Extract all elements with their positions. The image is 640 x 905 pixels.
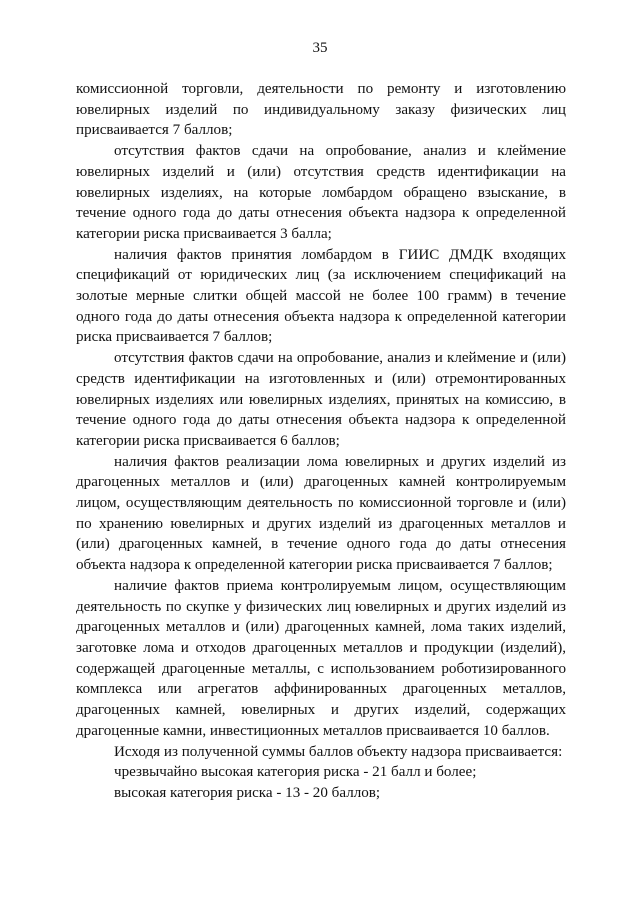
paragraph-robotic-complex: наличие фактов приема контролируемым лицом, осуществляющим деятельность по скупке у физических лиц ювелирных и других изделий из драгоценных металлов и (или) драгоценных камней, лома таких изделий, заготовке лома и отходов драгоценных металлов и продукции (изделий), содержащей драгоценные металлы, с использованием роботизированного комплекса или агрегатов аффинированных драгоценных металлов, драгоценных камней, ювелирных и других изделий, содержащих драгоценные камни, инвестиционных металлов присваивается 10 баллов.	[76, 577, 566, 739]
paragraph-no-assay-manufactured: отсутствия фактов сдачи на опробование, анализ и клеймение и (или) средств идентификации на изготовленных и (или) отремонтированных ювелирных изделиях или ювелирных изделиях, принятых на комиссию, в течение одного года до даты отнесения объекта надзора к определенной категории риска присваивается 6 баллов;	[76, 350, 566, 449]
paragraph-continued: комиссионной торговли, деятельности по ремонту и изготовлению ювелирных изделий по индивидуальному заказу физических лиц присваивается 7 баллов;	[76, 81, 566, 139]
paragraph-high-risk: высокая категория риска - 13 - 20 баллов;	[114, 784, 381, 801]
paragraph-giis-dmdk-specifications: наличия фактов принятия ломбардом в ГИИС ДМДК входящих спецификаций от юридических лиц (за исключением спецификаций на золотые мерные слитки общей массой не более 100 грамм) в течение одного года до даты отнесения объекта надзора к определенной категории риска присваивается 7 баллов;	[76, 246, 566, 346]
document-body	[76, 79, 566, 804]
page-number: 35	[312, 40, 328, 56]
paragraph-score-summary: Исходя из полученной суммы баллов объекту надзора присваивается:	[114, 743, 563, 760]
paragraph-no-assay-pawnshop: отсутствия фактов сдачи на опробование, анализ и клеймение ювелирных изделий и (или) отсутствия средств идентификации на ювелирных изделиях, на которые ломбардом обращено взыскание, в течение одного года до даты отнесения объекта надзора к определенной категории риска присваивается 3 балла;	[76, 143, 566, 242]
paragraph-extremely-high-risk: чрезвычайно высокая категория риска - 21 балл и более;	[114, 764, 477, 781]
paragraph-scrap-sale: наличия фактов реализации лома ювелирных и других изделий из драгоценных металлов и (или) драгоценных камней контролируемым лицом, осуществляющим деятельность по комиссионной торговле и (или) по хранению ювелирных и других изделий из драгоценных металлов и (или) драгоценных камней, в течение одного года до даты отнесения объекта надзора к определенной категории риска присваивается 7 баллов;	[76, 453, 566, 574]
